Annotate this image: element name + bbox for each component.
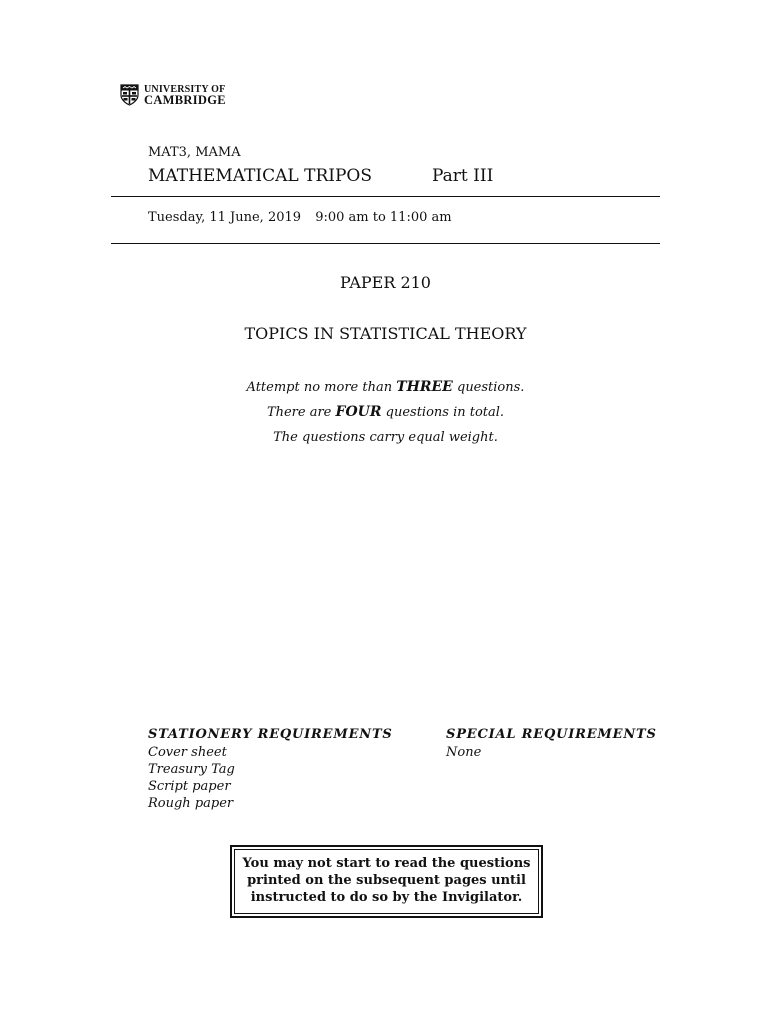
instruction-line: [0, 403, 768, 428]
notice-line: You may not start to read the questions: [242, 856, 531, 871]
invigilator-notice: [230, 845, 543, 918]
cambridge-shield-icon: [120, 84, 139, 106]
notice-line: printed on the subsequent pages until: [247, 873, 526, 888]
stationery-requirements: [148, 726, 393, 812]
instruction-line: [0, 378, 768, 403]
invigilator-notice-text: [234, 849, 539, 914]
instruction-line: [0, 428, 768, 453]
exam-datetime: [148, 210, 452, 225]
exam-time: 9:00 am to 11:00 am: [315, 210, 452, 225]
stationery-item: Treasury Tag: [148, 762, 235, 777]
instruction-text: questions.: [452, 380, 525, 395]
tripos-part: Part III: [432, 166, 494, 186]
special-heading: SPECIAL REQUIREMENTS: [446, 727, 657, 742]
course-codes: MAT3, MAMA: [148, 145, 241, 160]
instruction-text: The questions carry equal weight.: [273, 430, 498, 445]
logo-university-of: UNIVERSITY OF: [144, 84, 226, 95]
tripos-title: MATHEMATICAL TRIPOS: [148, 166, 372, 186]
special-item: None: [446, 745, 482, 760]
stationery-heading: STATIONERY REQUIREMENTS: [148, 727, 393, 742]
top-divider: [111, 196, 660, 197]
paper-number: PAPER 210: [340, 273, 431, 292]
stationery-item: Script paper: [148, 779, 231, 794]
instruction-text: questions in total.: [381, 405, 505, 420]
special-requirements: [446, 726, 657, 761]
instruction-text: There are: [266, 405, 336, 420]
notice-line: instructed to do so by the Invigilator.: [250, 890, 523, 905]
stationery-item: Cover sheet: [148, 745, 227, 760]
instruction-emphasis: FOUR: [335, 404, 382, 420]
university-logo: [120, 84, 226, 106]
instruction-emphasis: THREE: [396, 379, 453, 395]
instruction-text: Attempt no more than: [246, 380, 397, 395]
exam-date: Tuesday, 11 June, 2019: [148, 210, 302, 225]
bottom-divider: [111, 243, 660, 244]
instructions: [0, 378, 768, 453]
logo-cambridge: CAMBRIDGE: [144, 93, 226, 107]
stationery-item: Rough paper: [148, 796, 234, 811]
tripos-row: [148, 166, 494, 186]
paper-title: TOPICS IN STATISTICAL THEORY: [244, 324, 527, 343]
